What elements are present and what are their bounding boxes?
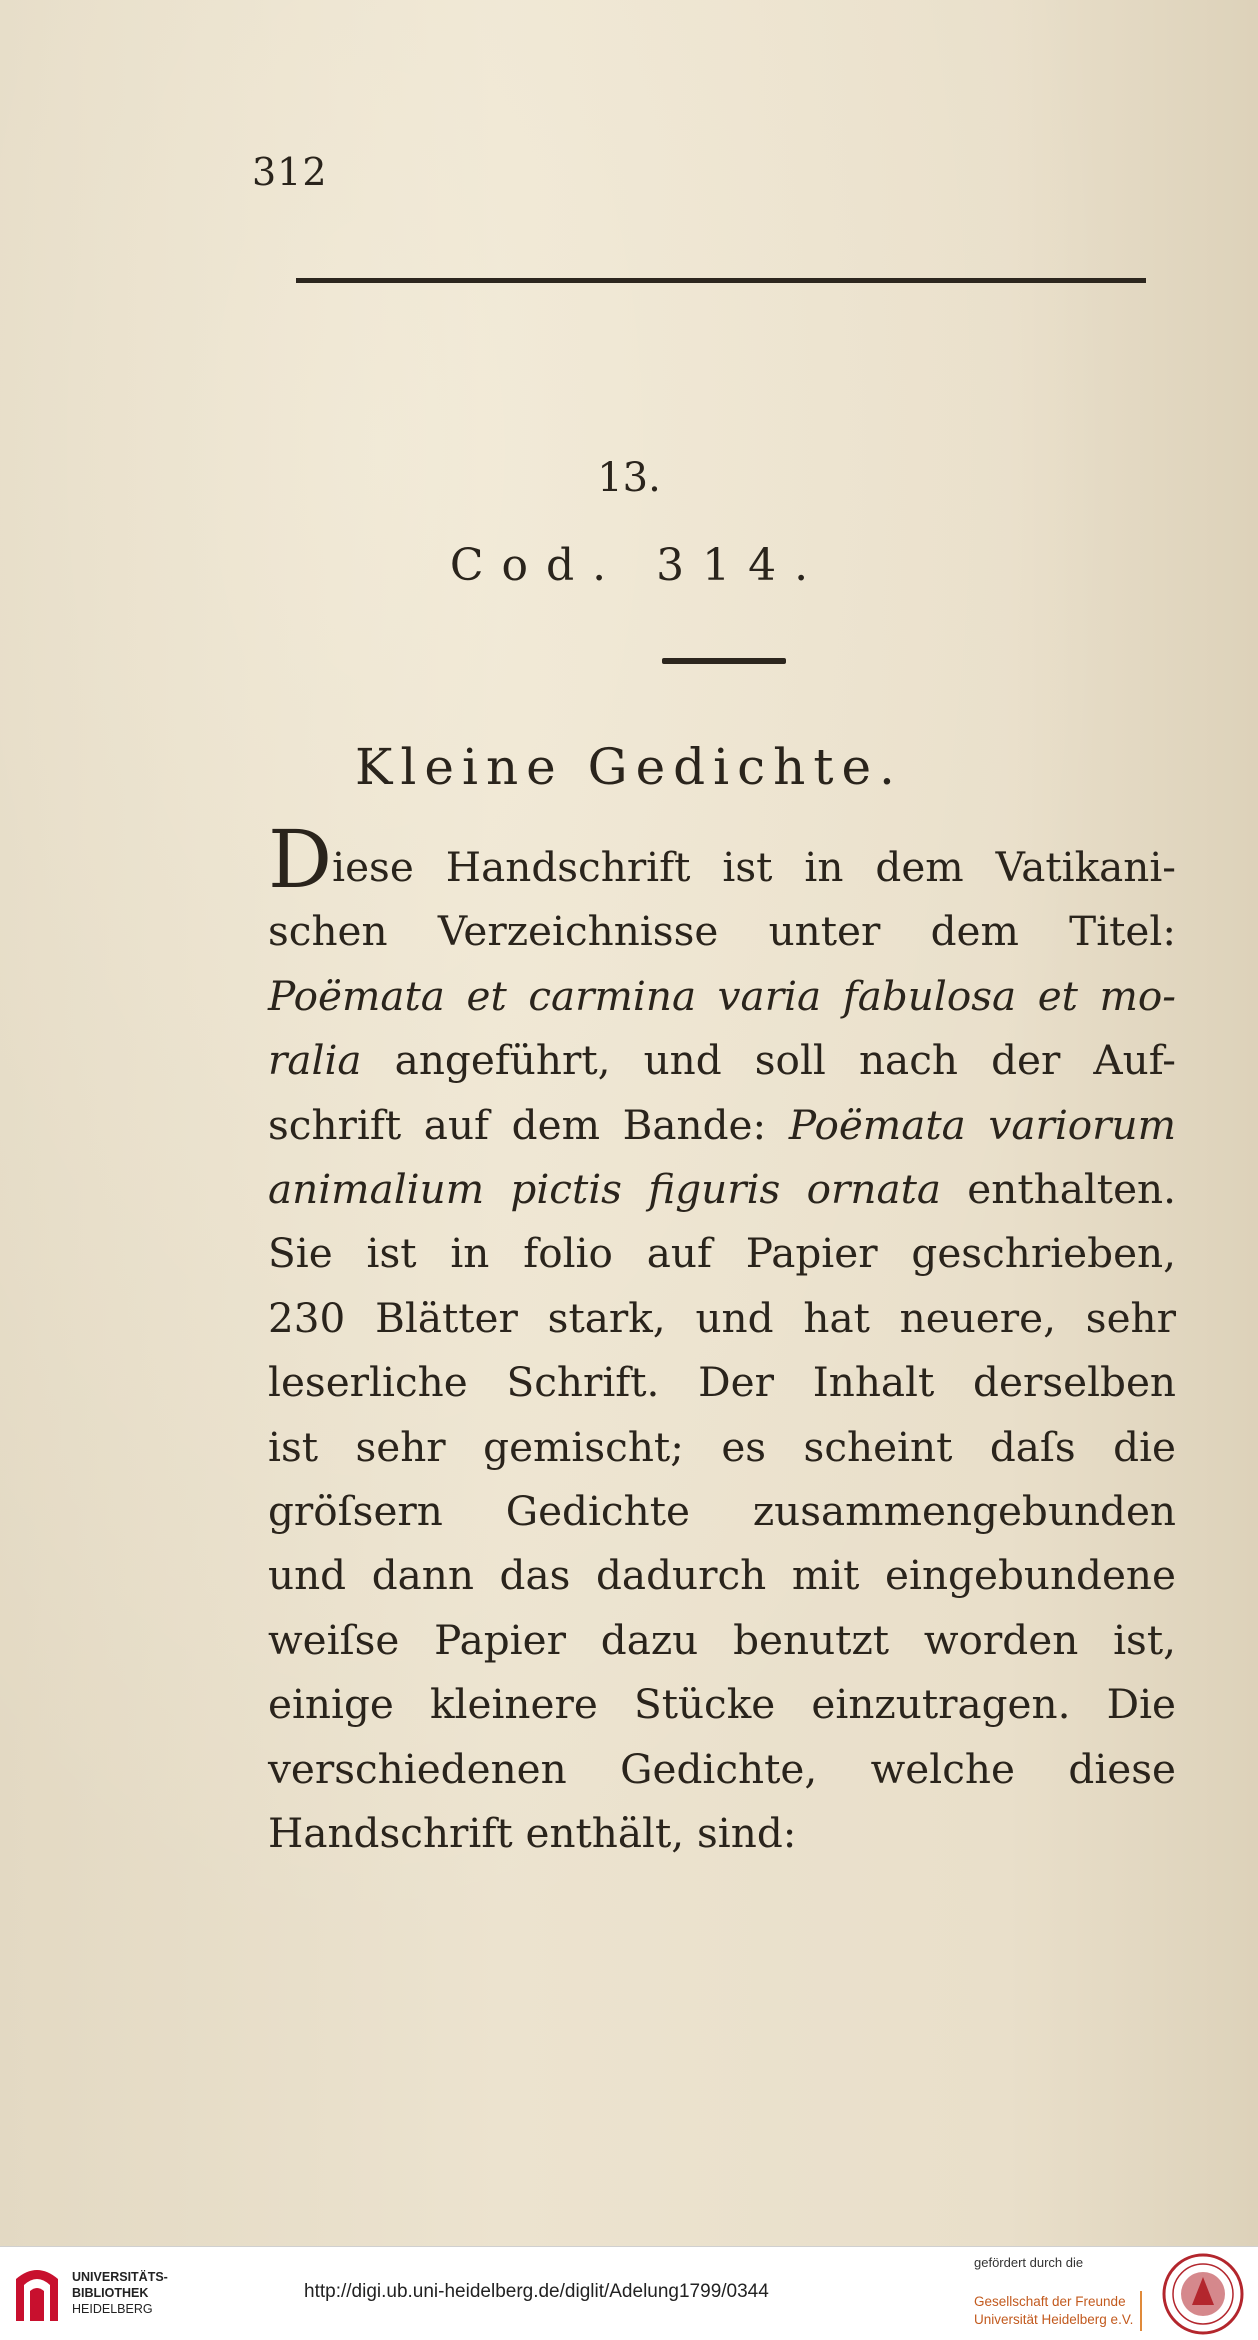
text-line: Handschrift enthält, sind: xyxy=(268,1809,797,1858)
text-line: schrift auf dem Bande: Poëmata variorum xyxy=(268,1100,1177,1149)
text-line: verschiedenen Gedichte, welche diese xyxy=(268,1744,1176,1793)
text-line: Sie ist in folio auf Papier geschrieben, xyxy=(268,1229,1176,1278)
body-paragraph xyxy=(268,813,1177,1866)
section-number: 13. xyxy=(597,455,661,501)
text-line: ralia angeführt, und soll nach der Auf- xyxy=(268,1036,1176,1085)
permalink-url[interactable]: http://digi.ub.uni-heidelberg.de/diglit/Adelung1799/0344 xyxy=(304,2281,769,2302)
sponsor-divider xyxy=(1140,2291,1142,2331)
title-rule xyxy=(662,658,786,664)
drop-cap: D xyxy=(268,813,333,906)
text-line: leserliche Schrift. Der Inhalt derselben xyxy=(268,1358,1176,1407)
text-line: einige kleinere Stücke einzutragen. Die xyxy=(268,1680,1176,1729)
text-line: Diese Handschrift ist in dem Vatikani- xyxy=(268,813,1176,906)
text-line: 230 Blätter stark, und hat neuere, sehr xyxy=(268,1293,1176,1342)
text-line: und dann das dadurch mit eingebundene xyxy=(268,1551,1176,1600)
page-number: 312 xyxy=(252,150,328,194)
text-line: schen Verzeichnisse unter dem Titel: xyxy=(268,907,1176,956)
text-line: gröſsern Gedichte zusammengebunden xyxy=(268,1487,1176,1536)
text-line: Poëmata et carmina varia fabulosa et mo- xyxy=(268,971,1176,1020)
text-line: weiſse Papier dazu benutzt worden ist, xyxy=(268,1615,1176,1664)
library-logo-icon[interactable] xyxy=(12,2259,62,2325)
funded-by-label: gefördert durch die xyxy=(974,2255,1084,2270)
university-seal-icon xyxy=(1162,2253,1244,2335)
header-rule xyxy=(296,278,1146,283)
text-line: ist sehr gemischt; es scheint daſs die xyxy=(268,1422,1176,1471)
sponsor-name[interactable]: Gesellschaft der Freunde Universität Heidelberg e.V. xyxy=(974,2294,1134,2327)
library-name[interactable]: UNIVERSITÄTS- BIBLIOTHEK HEIDELBERG xyxy=(72,2270,168,2316)
text-line: animalium pictis figuris ornata enthalten. xyxy=(268,1165,1176,1214)
digitization-footer xyxy=(0,2246,1258,2340)
codex-title: Cod. 314. xyxy=(449,540,827,591)
section-heading: Kleine Gedichte. xyxy=(355,738,903,796)
